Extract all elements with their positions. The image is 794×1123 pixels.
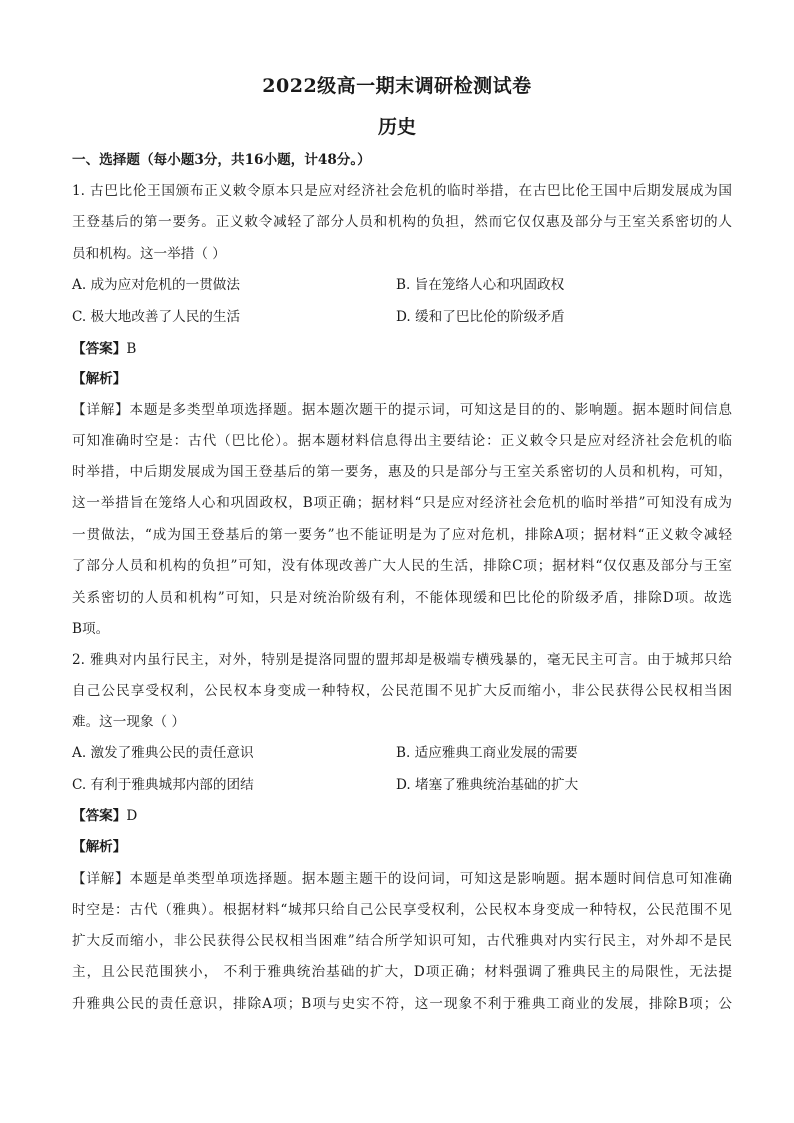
q2-option-b: B. 适应雅典工商业发展的需要 bbox=[396, 745, 578, 761]
q2-stem-line-3: 难。这一现象（ ） bbox=[72, 714, 186, 730]
section-heading: 一、选择题（每小题3分，共16小题，计48分。） bbox=[72, 152, 371, 168]
q2-option-c: C. 有利于雅典城邦内部的团结 bbox=[72, 777, 254, 793]
q2-stem-line-1: 2. 雅典对内虽行民主，对外，特别是提洛同盟的盟邦却是极端专横残暴的，毫无民主可言。由于城邦只给 bbox=[72, 652, 732, 668]
q1-answer-value: B bbox=[126, 341, 137, 357]
q1-detail-line-4: 这一举措旨在笼络人心和巩固政权，B项正确；据材料“只是应对经济社会危机的临时举措”可知没有成为 bbox=[72, 495, 732, 511]
q1-detail-line-8: B项。 bbox=[72, 621, 110, 637]
q1-option-d: D. 缓和了巴比伦的阶级矛盾 bbox=[396, 309, 565, 325]
q1-detail-line-3: 时举措，中后期发展成为国王登基后的第一要务，惠及的只是部分与王室关系密切的人员和机构，可知， bbox=[72, 464, 732, 480]
exam-title: 2022级高一期末调研检测试卷 bbox=[262, 75, 532, 97]
q1-answer bbox=[72, 340, 732, 358]
q1-option-a: A. 成为应对危机的一贯做法 bbox=[72, 277, 240, 293]
q1-stem-line-1: 1. 古巴比伦王国颁布正义敕令原本只是应对经济社会危机的临时举措，在古巴比伦王国中后期发展成为国 bbox=[72, 183, 732, 199]
q2-stem-line-2: 自己公民享受权利，公民权本身变成一种特权，公民范围不见扩大反而缩小，非公民获得公民权相当困 bbox=[72, 683, 732, 699]
q1-stem-line-3: 员和机构。这一举措（ ） bbox=[72, 246, 226, 262]
q2-option-d: D. 堵塞了雅典统治基础的扩大 bbox=[396, 777, 579, 793]
subject-title: 历史 bbox=[377, 116, 416, 138]
q1-detail-line-6: 了部分人员和机构的负担”可知，没有体现改善广大人民的生活，排除C项；据材料“仅仅惠及部分与王室 bbox=[72, 558, 732, 574]
q1-answer-label: 【答案】 bbox=[72, 341, 127, 357]
q1-detail-line-7: 关系密切的人员和机构”可知，只是对统治阶级有利，不能体现缓和巴比伦的阶级矛盾，排除D项。故选 bbox=[72, 590, 732, 606]
q1-detail-line-1: 【详解】本题是多类型单项选择题。据本题次题干的提示词，可知这是目的的、影响题。据本题时间信息 bbox=[72, 402, 732, 418]
q1-detail-line-2: 可知准确时空是：古代（巴比伦）。据本题材料信息得出主要结论：正义敕令只是应对经济社会危机的临 bbox=[72, 433, 732, 449]
q2-option-a: A. 激发了雅典公民的责任意识 bbox=[72, 745, 254, 761]
q1-analysis-label: 【解析】 bbox=[72, 371, 127, 387]
q1-option-b: B. 旨在笼络人心和巩固政权 bbox=[396, 277, 565, 293]
q2-answer-label: 【答案】 bbox=[72, 808, 127, 824]
q2-detail-line-1: 【详解】本题是单类型单项选择题。据本题主题干的设问词，可知这是影响题。据本题时间信息可知准确 bbox=[72, 871, 732, 887]
q2-detail-line-4: 主，且公民范围狭小， 不利于雅典统治基础的扩大，D项正确；材料强调了雅典民主的局限性，无法提 bbox=[72, 964, 732, 980]
q2-answer-value: D bbox=[126, 808, 138, 824]
q2-detail-line-5: 升雅典公民的责任意识，排除A项；B项与史实不符，这一现象不利于雅典工商业的发展，排除B项；公 bbox=[72, 996, 732, 1012]
q1-option-c: C. 极大地改善了人民的生活 bbox=[72, 309, 241, 325]
q1-stem-line-2: 王登基后的第一要务。正义敕令减轻了部分人员和机构的负担，然而它仅仅惠及部分与王室关系密切的人 bbox=[72, 214, 732, 230]
q2-detail-line-3: 扩大反而缩小，非公民获得公民权相当困难”结合所学知识可知，古代雅典对内实行民主，对外却不是民 bbox=[72, 933, 732, 949]
q2-detail-line-2: 时空是：古代（雅典）。根据材料“城邦只给自己公民享受权利，公民权本身变成一种特权，公民范围不见 bbox=[72, 902, 732, 918]
q1-detail-line-5: 一贯做法，“成为国王登基后的第一要务”也不能证明是为了应对危机，排除A项；据材料“正义敕令减轻 bbox=[72, 527, 732, 543]
q2-answer bbox=[72, 807, 732, 825]
q2-analysis-label: 【解析】 bbox=[72, 839, 127, 855]
